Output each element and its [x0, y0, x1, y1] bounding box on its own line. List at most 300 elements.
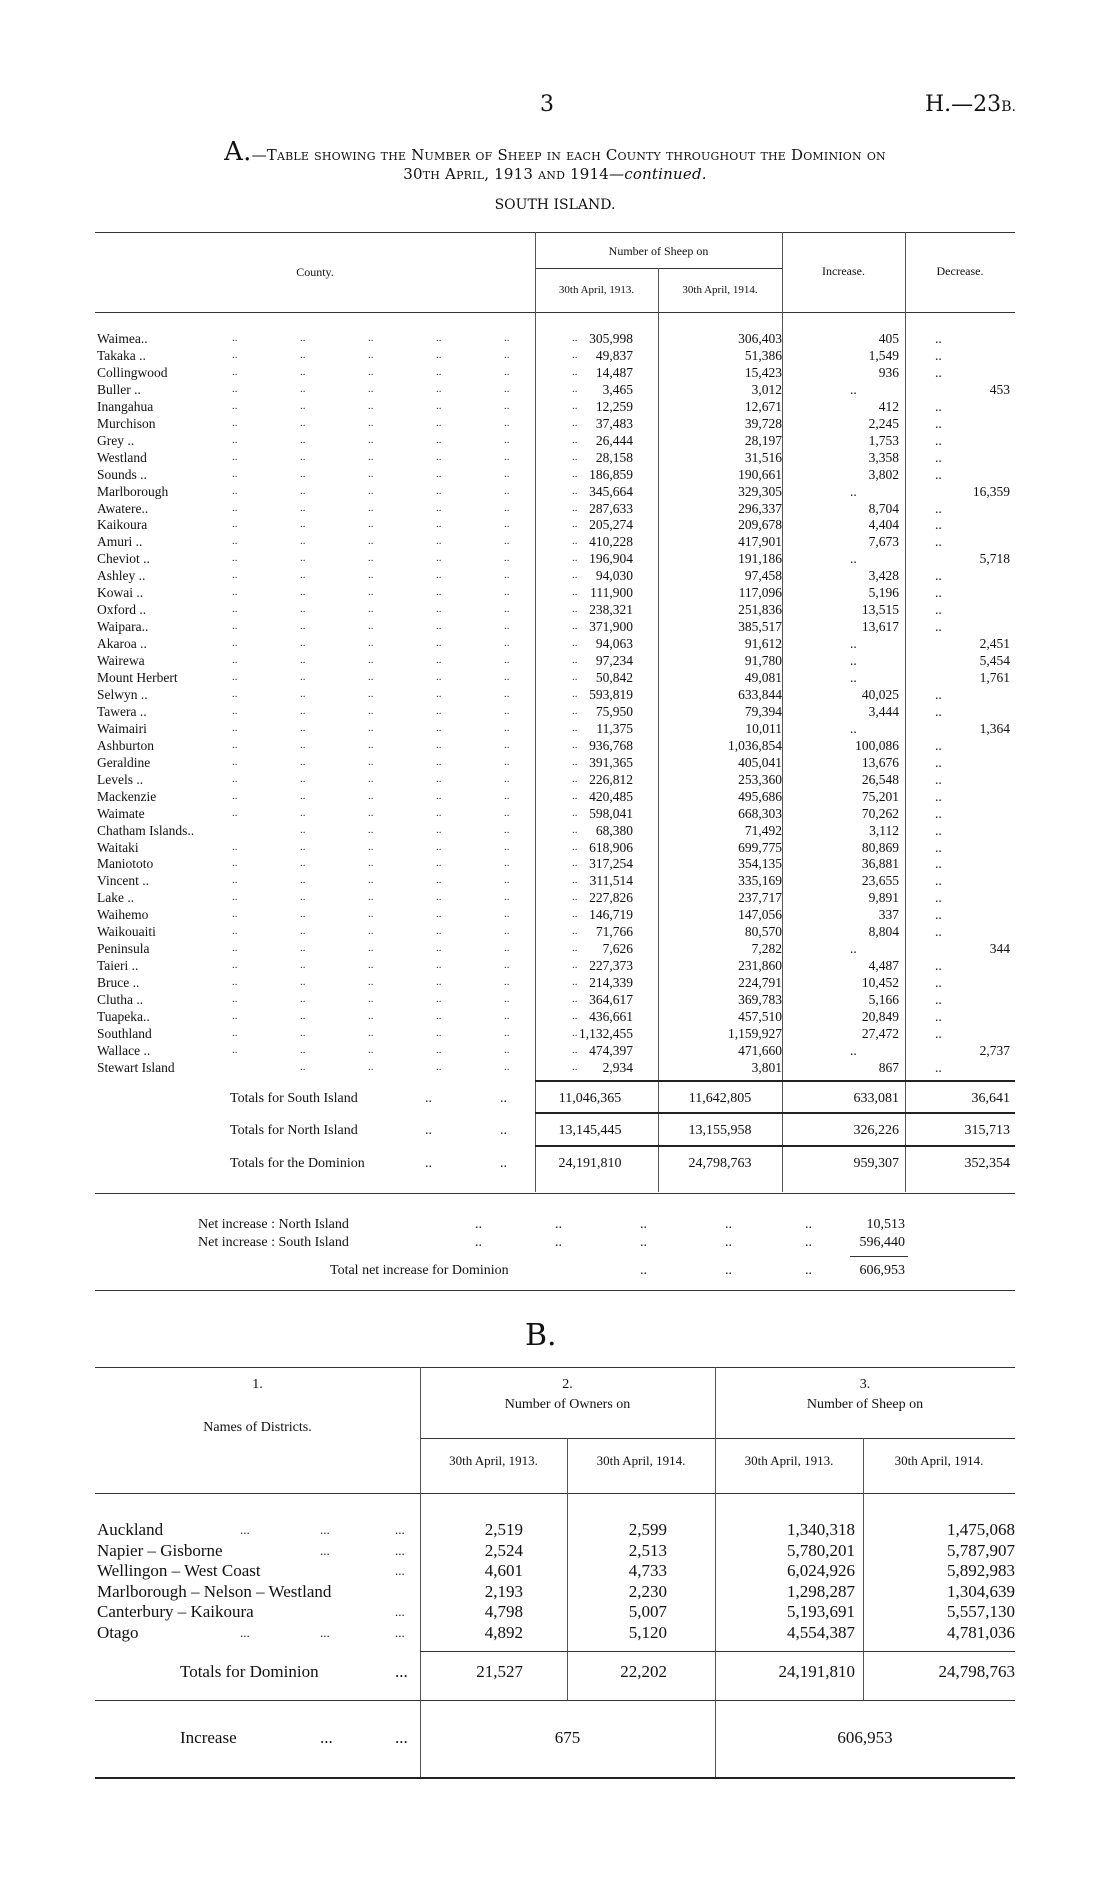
leader: ..	[232, 925, 238, 938]
table-row	[95, 822, 1015, 839]
section-heading: SOUTH ISLAND.	[494, 197, 616, 213]
leader: ..	[368, 976, 374, 989]
sheep-1913: 1,132,455	[579, 1025, 633, 1041]
leader: ..	[300, 382, 306, 395]
sheep-1913: 311,514	[589, 873, 633, 889]
sheep-1913: 50,842	[595, 670, 633, 685]
owners-1913: 2,193	[484, 1581, 523, 1601]
leader: ..	[300, 399, 306, 412]
table-b-col1-label: Names of Districts.	[203, 1420, 312, 1435]
leader: ..	[232, 535, 238, 548]
leader: ..	[572, 467, 578, 480]
sheep-1914: 1,159,927	[728, 1025, 782, 1041]
increase-value: ..	[850, 720, 857, 736]
leader: ..	[572, 332, 578, 344]
sheep-1913: 226,812	[589, 771, 633, 787]
sheep-1914: 296,337	[738, 500, 782, 516]
leader: ..	[436, 382, 442, 395]
decrease-value: ..	[935, 1059, 942, 1075]
leader: ..	[504, 857, 510, 870]
leader-dots	[475, 1235, 482, 1251]
leader: ..	[368, 365, 374, 378]
totals-owners-1914: 22,202	[620, 1662, 667, 1681]
leader: ..	[232, 518, 238, 531]
sheep-1914: 237,717	[738, 890, 782, 906]
increase-sheep: 606,953	[837, 1728, 893, 1747]
leader: ..	[300, 840, 306, 853]
leader: ..	[300, 755, 306, 768]
county-name: Takaka ..	[97, 347, 146, 363]
leader: ..	[504, 1010, 510, 1022]
leader: ..	[572, 654, 578, 667]
table-row	[95, 584, 1015, 601]
leader: ..	[368, 637, 374, 650]
increase-value: ..	[850, 551, 857, 567]
leader: ..	[368, 874, 374, 887]
totals-decrease: 36,641	[971, 1091, 1010, 1106]
leader: ..	[805, 1217, 812, 1232]
leader: ..	[436, 1060, 442, 1073]
increase-value: 337	[878, 907, 899, 923]
leader: ..	[368, 586, 374, 599]
leader: ..	[300, 484, 306, 497]
document-reference	[925, 92, 1016, 117]
leader-dots	[725, 1235, 732, 1251]
table-row	[95, 788, 1015, 805]
increase-value: 3,802	[868, 466, 899, 482]
table-row	[95, 516, 1015, 533]
leader: ..	[436, 365, 442, 378]
decrease-value: ..	[935, 619, 942, 635]
leader: ..	[572, 755, 578, 768]
table-row	[95, 500, 1015, 517]
table-row	[95, 1582, 1015, 1602]
county-name: Waihemo	[97, 907, 149, 923]
increase-value: 3,444	[868, 703, 899, 719]
totals-1913: 13,145,445	[558, 1123, 622, 1138]
decrease-value: ..	[935, 500, 942, 516]
leader: ..	[436, 857, 442, 870]
table-row	[95, 1541, 1015, 1561]
leader: ..	[436, 789, 442, 802]
county-name: Southland	[97, 1025, 152, 1041]
leader: ..	[572, 484, 578, 497]
leader: ..	[436, 348, 442, 361]
leader: ..	[425, 1091, 432, 1106]
county-name: Cheviot ..	[97, 551, 150, 567]
table-row	[95, 1623, 1015, 1643]
decrease-value: 5,454	[979, 653, 1010, 669]
county-name: Wairewa	[97, 653, 145, 669]
table-row	[95, 550, 1015, 567]
leader: ..	[425, 1156, 432, 1171]
leader: ..	[368, 620, 374, 633]
table-row	[95, 618, 1015, 635]
increase-label: Increase	[180, 1728, 237, 1747]
leader: ..	[500, 1156, 507, 1171]
leader: ..	[300, 976, 306, 989]
leader: ..	[504, 976, 510, 989]
leader: ..	[300, 552, 306, 565]
leader: ..	[300, 416, 306, 429]
sheep-1913: 97,234	[595, 653, 633, 669]
leader: ..	[368, 908, 374, 921]
decrease-value: 16,359	[972, 483, 1010, 499]
leader-ellipsis: ...	[395, 1624, 405, 1640]
leader: ..	[300, 671, 306, 683]
sheep-1914: 457,510	[738, 1009, 782, 1024]
leader: ..	[232, 501, 238, 514]
leader: ..	[572, 620, 578, 633]
increase-value: 4,404	[868, 517, 899, 533]
totals-label: Totals for South Island	[230, 1091, 358, 1106]
leader: ..	[368, 501, 374, 514]
table-row	[95, 839, 1015, 856]
increase-value: 412	[878, 398, 899, 414]
decrease-value: ..	[935, 890, 942, 906]
sheep-1914: 5,557,130	[947, 1602, 1015, 1621]
leader: ..	[436, 603, 442, 616]
leader: ..	[368, 959, 374, 972]
table-row	[95, 364, 1015, 381]
table-row	[95, 381, 1015, 398]
page-number: 3	[540, 92, 554, 117]
leader: ..	[300, 586, 306, 599]
leader: ..	[436, 569, 442, 582]
col-1913-header: 30th April, 1913.	[558, 284, 635, 296]
table-row	[95, 347, 1015, 364]
leader: ..	[504, 467, 510, 480]
table-b-col2-label: Number of Owners on	[504, 1397, 631, 1412]
increase-value: 405	[878, 331, 899, 346]
sheep-1914: 39,728	[744, 415, 782, 431]
owners-1913: 4,798	[484, 1602, 523, 1621]
table-row	[95, 771, 1015, 788]
sheep-1913: 7,626	[602, 941, 633, 957]
totals-rule	[535, 1145, 1015, 1147]
table-row	[95, 1602, 1015, 1622]
sheep-1913: 238,321	[589, 602, 633, 618]
county-name: Waimate	[97, 805, 145, 821]
leader: ..	[300, 857, 306, 870]
table-row	[95, 567, 1015, 584]
owners-1914: 5,007	[628, 1602, 667, 1621]
leader: ..	[300, 704, 306, 717]
leader-ellipsis: ...	[395, 1728, 408, 1747]
leader: ..	[436, 942, 442, 955]
leader: ..	[300, 637, 306, 650]
leader: ..	[232, 755, 238, 768]
county-name: Waipara..	[97, 619, 149, 635]
leader: ..	[504, 891, 510, 904]
sheep-1914: 251,836	[738, 602, 782, 618]
table-row	[95, 940, 1015, 957]
county-name: Kaikoura	[97, 517, 148, 533]
county-name: Selwyn ..	[97, 686, 148, 702]
sheep-1913: 936,768	[589, 737, 633, 753]
table-row	[95, 906, 1015, 923]
table-b-col3-label: Number of Sheep on	[806, 1397, 924, 1412]
table-a-title	[95, 137, 1015, 184]
leader: ..	[436, 433, 442, 446]
leader: ..	[436, 755, 442, 768]
leader: ..	[504, 874, 510, 887]
sheep-1914: 117,096	[738, 585, 782, 601]
leader: ..	[232, 654, 238, 667]
leader: ..	[572, 806, 578, 819]
leader: ..	[232, 348, 238, 361]
county-name: Oxford ..	[97, 602, 147, 618]
totals-1914: 13,155,958	[688, 1123, 752, 1138]
totals-decrease: 352,354	[964, 1156, 1010, 1171]
leader: ..	[572, 1060, 578, 1073]
leader: ..	[504, 738, 510, 751]
leader: ..	[504, 332, 510, 344]
leader: ..	[504, 450, 510, 463]
doc-ref-main: H.—23	[925, 92, 1002, 117]
leader-dots	[475, 1217, 482, 1233]
leader: ..	[572, 840, 578, 853]
leader: ..	[368, 993, 374, 1006]
sheep-1913: 68,380	[595, 822, 633, 838]
decrease-value: 1,761	[979, 670, 1010, 685]
table-row	[95, 720, 1015, 737]
sheep-1913: 4,554,387	[787, 1622, 855, 1642]
leader: ..	[640, 1217, 647, 1232]
county-name: Lake ..	[97, 890, 135, 906]
leader: ..	[504, 535, 510, 548]
leader: ..	[572, 586, 578, 599]
leader: ..	[436, 654, 442, 667]
leader: ..	[300, 1060, 306, 1073]
leader: ..	[572, 687, 578, 700]
totals-label: Totals for the Dominion	[230, 1156, 365, 1171]
leader: ..	[368, 569, 374, 582]
decrease-value: ..	[935, 398, 942, 414]
leader: ..	[300, 721, 306, 734]
sheep-1913: 186,859	[589, 466, 633, 482]
table-a-title-continued: —continued.	[609, 165, 707, 183]
table-row	[95, 855, 1015, 872]
sheep-1913: 37,483	[595, 415, 633, 431]
increase-value: 5,166	[868, 992, 899, 1008]
county-name: Westland	[97, 449, 147, 465]
leader: ..	[504, 942, 510, 955]
table-row	[95, 1025, 1015, 1042]
sheep-1913: 618,906	[589, 839, 633, 855]
increase-value: 20,849	[861, 1009, 899, 1024]
sheep-1913: 391,365	[589, 754, 633, 770]
decrease-value: ..	[935, 432, 942, 448]
leader: ..	[504, 620, 510, 633]
leader: ..	[436, 620, 442, 633]
increase-value: 8,804	[868, 924, 899, 940]
leader: ..	[368, 1026, 374, 1039]
leader: ..	[300, 348, 306, 361]
increase-value: 9,891	[868, 890, 899, 906]
totals-rule	[535, 1112, 1015, 1114]
district-name: Canterbury – Kaikoura	[97, 1602, 254, 1621]
decrease-value: ..	[935, 534, 942, 550]
leader: ..	[572, 552, 578, 565]
decrease-value: ..	[935, 924, 942, 940]
leader: ..	[232, 959, 238, 972]
decrease-value: 1,364	[979, 720, 1010, 736]
leader: ..	[436, 891, 442, 904]
decrease-value: ..	[935, 1025, 942, 1041]
table-row	[95, 466, 1015, 483]
decrease-value: ..	[935, 873, 942, 889]
table-row	[95, 533, 1015, 550]
decrease-value: ..	[935, 788, 942, 804]
leader: ..	[504, 654, 510, 667]
decrease-value: ..	[935, 517, 942, 533]
leader: ..	[572, 637, 578, 650]
col-decrease-header: Decrease.	[936, 264, 984, 278]
leader: ..	[368, 399, 374, 412]
county-name: Bruce ..	[97, 975, 140, 991]
totals-1913: 24,191,810	[558, 1156, 622, 1171]
decrease-value: ..	[935, 822, 942, 838]
leader: ..	[368, 755, 374, 768]
sheep-1913: 14,487	[595, 364, 633, 380]
sheep-1913: 317,254	[589, 856, 633, 872]
sheep-1914: 224,791	[738, 975, 782, 991]
table-b-owners-1914-header: 30th April, 1914.	[596, 1453, 686, 1468]
leader: ..	[368, 840, 374, 853]
leader: ..	[232, 484, 238, 497]
col-1914-header: 30th April, 1914.	[682, 284, 758, 296]
table-b-bottom-rule	[95, 1777, 1015, 1779]
leader: ..	[504, 569, 510, 582]
leader: ..	[300, 772, 306, 785]
sheep-1914: 7,282	[751, 941, 782, 957]
leader: ..	[436, 535, 442, 548]
leader: ..	[572, 569, 578, 582]
totals-row	[95, 1153, 1015, 1175]
table-a-top-rule	[95, 232, 1015, 233]
leader: ..	[572, 721, 578, 734]
leader: ..	[232, 467, 238, 480]
leader: ..	[572, 1026, 578, 1039]
leader: ..	[300, 332, 306, 344]
sheep-1913: 205,274	[589, 517, 633, 533]
increase-value: ..	[850, 381, 857, 397]
leader: ..	[436, 467, 442, 480]
increase-value: 10,452	[861, 975, 899, 991]
net-increase-north-value: 10,513	[866, 1217, 905, 1232]
leader: ..	[232, 806, 238, 819]
leader: ..	[232, 365, 238, 378]
table-row	[95, 652, 1015, 669]
owners-1913: 4,601	[484, 1561, 523, 1580]
decrease-value: ..	[935, 466, 942, 482]
table-b-sheep-1914-header: 30th April, 1914.	[894, 1453, 984, 1468]
leader: ..	[572, 908, 578, 921]
leader: ..	[572, 738, 578, 751]
leader: ..	[368, 552, 374, 565]
leader: ..	[232, 857, 238, 870]
county-name: Sounds ..	[97, 466, 147, 482]
leader: ..	[368, 823, 374, 836]
leader: ..	[500, 1091, 507, 1106]
sheep-1913: 196,904	[589, 551, 633, 567]
totals-label: Totals for Dominion	[180, 1662, 319, 1681]
sheep-1914: 49,081	[744, 670, 782, 685]
leader: ..	[232, 721, 238, 734]
leader: ..	[300, 467, 306, 480]
leader: ..	[368, 704, 374, 717]
table-b-sheep-1913-header: 30th April, 1913.	[744, 1453, 834, 1468]
totals-rule	[535, 1080, 1015, 1082]
county-name: Vincent ..	[97, 873, 150, 889]
leader-ellipsis: ...	[395, 1542, 405, 1558]
owners-1914: 2,230	[628, 1581, 667, 1601]
county-name: Collingwood	[97, 364, 168, 380]
leader: ..	[436, 993, 442, 1006]
leader: ..	[805, 1235, 812, 1250]
leader-ellipsis: ...	[320, 1522, 330, 1537]
sheep-1914: 71,492	[744, 822, 782, 838]
county-name: Maniototo	[97, 856, 154, 872]
sheep-1914: 51,386	[744, 347, 782, 363]
leader: ..	[436, 484, 442, 497]
owners-1913: 2,524	[484, 1540, 523, 1560]
increase-owners: 675	[554, 1728, 581, 1747]
totals-label: Totals for North Island	[230, 1123, 358, 1138]
sheep-1914: 12,671	[744, 398, 782, 414]
leader-ellipsis: ...	[320, 1728, 333, 1747]
increase-value: 1,549	[868, 347, 899, 363]
leader: ..	[232, 382, 238, 395]
leader: ..	[232, 1026, 238, 1039]
net-increase-north-label: Net increase : North Island	[198, 1217, 349, 1232]
table-row	[95, 449, 1015, 466]
leader: ..	[368, 671, 374, 683]
leader: ..	[572, 501, 578, 514]
leader: ..	[572, 772, 578, 785]
leader: ..	[232, 603, 238, 616]
sheep-1913: 593,819	[589, 686, 633, 702]
sheep-1913: 305,998	[589, 331, 633, 346]
leader: ..	[572, 891, 578, 904]
leader: ..	[300, 959, 306, 972]
sheep-1913: 12,259	[595, 398, 633, 414]
table-row	[95, 635, 1015, 652]
leader: ..	[300, 450, 306, 463]
decrease-value: ..	[935, 839, 942, 855]
leader: ..	[232, 840, 238, 853]
table-b-letter: B.	[525, 1318, 557, 1353]
leader: ..	[504, 671, 510, 683]
decrease-value: 453	[989, 381, 1010, 397]
sheep-1914: 329,305	[738, 483, 782, 499]
sheep-1914: 354,135	[738, 856, 782, 872]
leader: ..	[232, 637, 238, 650]
county-name: Stewart Island	[97, 1059, 175, 1075]
county-name: Tuapeka..	[97, 1009, 150, 1024]
sheep-1913: 71,766	[595, 924, 633, 940]
table-row	[95, 669, 1015, 686]
table-row	[95, 991, 1015, 1008]
sheep-1914: 28,197	[744, 432, 782, 448]
leader: ..	[368, 789, 374, 802]
leader: ..	[572, 789, 578, 802]
table-b-header-bottom-rule	[95, 1493, 1015, 1494]
sheep-1914: 306,403	[738, 331, 782, 346]
county-name: Taieri ..	[97, 958, 139, 974]
decrease-value: ..	[935, 958, 942, 974]
